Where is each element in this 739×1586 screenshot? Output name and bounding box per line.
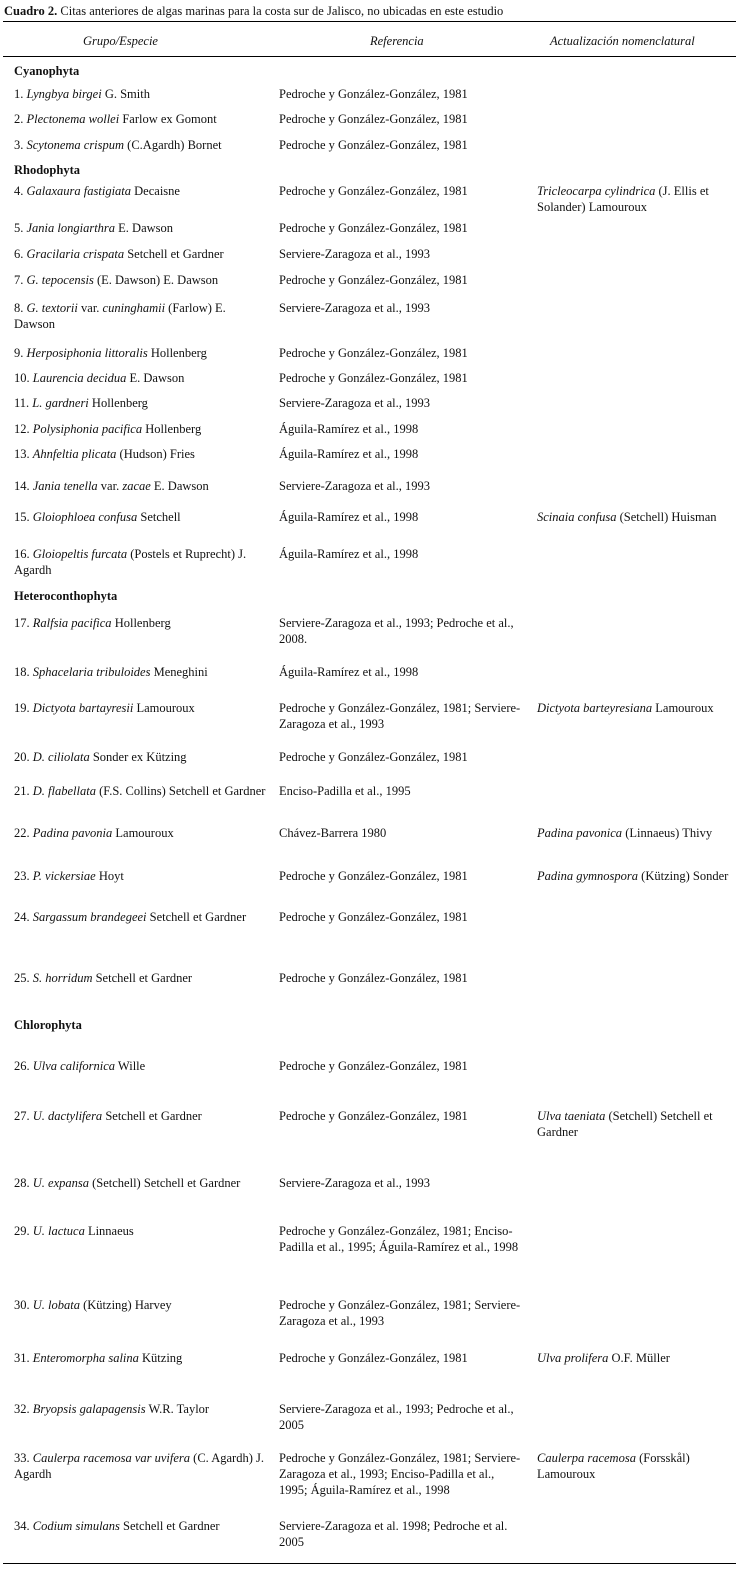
reference-cell: Águila-Ramírez et al., 1998 [279,547,419,561]
species-cell [14,345,269,361]
text-part: 23. [14,869,33,883]
italic-name: Bryopsis galapagensis [32,1402,146,1416]
text-part: Kützing [138,1351,183,1365]
text-part: Decaisne [131,184,180,198]
species-cell [14,1108,269,1124]
text-part: (C.Agardh) Bornet [124,138,222,152]
species-cell [14,700,269,716]
species-cell [14,370,269,386]
bottom-rule [3,1563,736,1564]
italic-name: Padina pavonia [32,826,113,840]
reference-cell: Pedroche y González-González, 1981 [279,184,468,198]
species-cell [14,615,269,631]
italic-name: Jania tenella [32,479,98,493]
text-part: O.F. Müller [608,1351,670,1365]
species-cell [14,970,269,986]
update-cell [537,868,732,884]
text-part: 10. [14,371,33,385]
italic-name: D. ciliolata [32,750,90,764]
text-part: 27. [14,1109,33,1123]
text-part: Hollenberg [111,616,171,630]
species-cell [14,478,269,494]
species-cell [14,868,269,884]
reference-cell: Pedroche y González-González, 1981; Enciso-Padilla et al., 1995; Águila-Ramírez et al., 1998 [279,1224,519,1254]
italic-name: Gloiophloea confusa [32,510,138,524]
italic-name: Sargassum brandegeei [32,910,147,924]
text-part: G. Smith [101,87,150,101]
reference-cell: Chávez-Barrera 1980 [279,826,387,840]
text-part: Lamouroux [112,826,174,840]
text-part: 19. [14,701,33,715]
text-part: (Farlow) E. Dawson [14,301,226,331]
group-name: Heteroconthophyta [14,589,118,603]
text-part: Lamouroux [652,701,714,715]
header-reference: Referencia [370,34,424,48]
header-update: Actualización nomenclatural [550,34,695,48]
reference-cell: Pedroche y González-González, 1981; Serviere-Zaragoza et al., 1993 [279,1298,521,1328]
text-part: (C. Agardh) J. Agardh [14,1451,264,1481]
reference-cell: Serviere-Zaragoza et al., 1993 [279,247,430,261]
italic-name: Padina gymnospora [537,869,639,883]
text-part: Hoyt [95,869,124,883]
italic-name: Ulva californica [32,1059,116,1073]
text-part: 5. [14,221,27,235]
text-part: Meneghini [150,665,208,679]
text-part: Setchell et Gardner [124,247,224,261]
text-part: (Kützing) Sonder [638,869,729,883]
reference-cell: Pedroche y González-González, 1981 [279,371,468,385]
reference-cell: Pedroche y González-González, 1981 [279,112,468,126]
text-part: Hollenberg [142,422,202,436]
species-cell [14,749,269,765]
italic-name: Polysiphonia pacifica [32,422,143,436]
text-part: 2. [14,112,27,126]
italic-name: Tricleocarpa cylindrica [537,184,656,198]
species-cell [14,137,269,153]
text-part: 24. [14,910,33,924]
text-part: (Setchell) Setchell et Gardner [537,1109,713,1139]
species-cell [14,1223,269,1239]
reference-cell: Águila-Ramírez et al., 1998 [279,422,419,436]
reference-cell: Pedroche y González-González, 1981 [279,346,468,360]
reference-cell: Pedroche y González-González, 1981 [279,273,468,287]
species-cell [14,421,269,437]
italic-name: Padina pavonica [537,826,623,840]
species-cell [14,1350,269,1366]
reference-cell: Pedroche y González-González, 1981 [279,750,468,764]
reference-cell: Pedroche y González-González, 1981 [279,87,468,101]
italic-name: Sphacelaria tribuloides [32,665,151,679]
text-part: var. [77,301,103,315]
text-part: 33. [14,1451,33,1465]
update-cell [537,1350,732,1366]
update-cell [537,183,732,215]
italic-name: Laurencia decidua [32,371,127,385]
text-part: (F.S. Collins) Setchell et Gardner [95,784,266,798]
italic-name: Ulva prolifera [537,1351,609,1365]
italic-name: Scinaia confusa [537,510,617,524]
reference-cell: Pedroche y González-González, 1981; Serviere-Zaragoza et al., 1993 [279,701,521,731]
species-cell [14,300,269,332]
italic-name: U. lobata [32,1298,80,1312]
reference-cell: Águila-Ramírez et al., 1998 [279,510,419,524]
reference-cell: Pedroche y González-González, 1981 [279,221,468,235]
italic-name: Lyngbya birgei [26,87,102,101]
italic-name: Ulva taeniata [537,1109,606,1123]
species-cell [14,246,269,262]
text-part: W.R. Taylor [145,1402,210,1416]
reference-cell: Serviere-Zaragoza et al. 1998; Pedroche et al. 2005 [279,1519,508,1549]
text-part: (Setchell) Huisman [616,510,717,524]
text-part: 20. [14,750,33,764]
text-part: var. [97,479,123,493]
text-part: E. Dawson [115,221,174,235]
text-part: 21. [14,784,33,798]
reference-cell: Enciso-Padilla et al., 1995 [279,784,411,798]
text-part: Setchell et Gardner [146,910,247,924]
species-cell [14,783,269,799]
text-part: Hollenberg [147,346,207,360]
text-part: (Kützing) Harvey [79,1298,172,1312]
italic-name: Ralfsia pacifica [32,616,112,630]
text-part: 31. [14,1351,33,1365]
text-part: 12. [14,422,33,436]
italic-name: Caulerpa racemosa [537,1451,636,1465]
update-cell [537,1108,732,1140]
text-part: 29. [14,1224,33,1238]
text-part: 26. [14,1059,33,1073]
species-cell [14,509,269,525]
text-part: 11. [14,396,33,410]
italic-name: cuninghamii [102,301,166,315]
italic-name: P. vickersiae [32,869,96,883]
italic-name: Caulerpa racemosa var uvifera [32,1451,191,1465]
reference-cell: Pedroche y González-González, 1981 [279,869,468,883]
text-part: Sonder ex Kützing [89,750,187,764]
species-cell [14,446,269,462]
italic-name: Ahnfeltia plicata [32,447,117,461]
italic-name: Herposiphonia littoralis [26,346,148,360]
caption-label: Cuadro 2. [4,4,58,18]
text-part: 1. [14,87,27,101]
italic-name: U. expansa [32,1176,89,1190]
reference-cell: Pedroche y González-González, 1981 [279,971,468,985]
reference-cell: Pedroche y González-González, 1981 [279,1351,468,1365]
italic-name: G. textorii [26,301,78,315]
header-rule [3,56,736,57]
species-cell [14,546,269,578]
reference-cell: Pedroche y González-González, 1981; Serviere-Zaragoza et al., 1993; Enciso-Padilla et al., 1995; Águila-Ramírez et al., 1998 [279,1451,521,1497]
italic-name: U. lactuca [32,1224,85,1238]
group-name: Chlorophyta [14,1018,82,1032]
text-part: 9. [14,346,27,360]
italic-name: Plectonema wollei [26,112,120,126]
text-part: Wille [115,1059,146,1073]
text-part: Hollenberg [88,396,148,410]
italic-name: Scytonema crispum [26,138,125,152]
species-cell [14,1401,269,1417]
text-part: 28. [14,1176,33,1190]
text-part: 16. [14,547,33,561]
italic-name: Jania longiarthra [26,221,116,235]
reference-cell: Serviere-Zaragoza et al., 1993 [279,301,430,315]
text-part: 17. [14,616,33,630]
text-part: Setchell et Gardner [92,971,193,985]
species-cell [14,1297,269,1313]
text-part: 4. [14,184,27,198]
text-part: (Forsskål) Lamouroux [537,1451,690,1481]
italic-name: Enteromorpha salina [32,1351,139,1365]
text-part: 25. [14,971,33,985]
reference-cell: Serviere-Zaragoza et al., 1993 [279,479,430,493]
species-cell [14,1175,269,1191]
species-cell [14,664,269,680]
italic-name: Dictyota bartayresii [32,701,134,715]
reference-cell: Serviere-Zaragoza et al., 1993 [279,1176,430,1190]
text-part: Setchell [137,510,181,524]
species-cell [14,220,269,236]
reference-cell: Serviere-Zaragoza et al., 1993 [279,396,430,410]
italic-name: D. flabellata [32,784,96,798]
text-part: 3. [14,138,27,152]
species-cell [14,1058,269,1074]
text-part: (J. Ellis et Solander) Lamouroux [537,184,709,214]
text-part: Lamouroux [133,701,195,715]
text-part: (Linnaeus) Thivy [622,826,713,840]
text-part: (Setchell) Setchell et Gardner [89,1176,241,1190]
text-part: Setchell et Gardner [102,1109,202,1123]
text-part: Farlow ex Gomont [119,112,217,126]
update-cell [537,509,732,525]
species-cell [14,272,269,288]
italic-name: Gracilaria crispata [26,247,125,261]
reference-cell: Serviere-Zaragoza et al., 1993; Pedroche et al., 2005 [279,1402,514,1432]
text-part: (E. Dawson) E. Dawson [93,273,219,287]
update-cell [537,825,732,841]
species-cell [14,395,269,411]
group-name: Cyanophyta [14,64,80,78]
species-cell [14,111,269,127]
header-species: Grupo/Especie [83,34,158,48]
reference-cell: Pedroche y González-González, 1981 [279,1059,468,1073]
text-part: Linnaeus [84,1224,134,1238]
text-part: E. Dawson [150,479,209,493]
species-cell [14,183,269,199]
text-part: 7. [14,273,27,287]
italic-name: Codium simulans [32,1519,120,1533]
text-part: 18. [14,665,33,679]
text-part: 15. [14,510,33,524]
reference-cell: Águila-Ramírez et al., 1998 [279,665,419,679]
caption-text: Citas anteriores de algas marinas para la costa sur de Jalisco, no ubicadas en este estudio [57,4,504,18]
text-part: 22. [14,826,33,840]
reference-cell: Águila-Ramírez et al., 1998 [279,447,419,461]
reference-cell: Serviere-Zaragoza et al., 1993; Pedroche et al., 2008. [279,616,514,646]
text-part: Setchell et Gardner [119,1519,220,1533]
update-cell [537,700,732,716]
group-name: Rhodophyta [14,163,80,177]
text-part: 34. [14,1519,33,1533]
text-part: (Postels et Ruprecht) J. Agardh [14,547,247,577]
italic-name: S. horridum [32,971,93,985]
reference-cell: Pedroche y González-González, 1981 [279,910,468,924]
text-part: (Hudson) Fries [116,447,195,461]
text-part: 6. [14,247,27,261]
italic-name: Dictyota barteyresiana [537,701,653,715]
text-part: 32. [14,1402,33,1416]
species-cell [14,86,269,102]
text-part: 13. [14,447,33,461]
reference-cell: Pedroche y González-González, 1981 [279,1109,468,1123]
italic-name: G. tepocensis [26,273,94,287]
species-cell [14,1450,269,1482]
species-cell [14,1518,269,1534]
italic-name: zacae [122,479,151,493]
text-part: 8. [14,301,27,315]
reference-cell: Pedroche y González-González, 1981 [279,138,468,152]
text-part: 14. [14,479,33,493]
update-cell [537,1450,732,1482]
top-rule [3,21,736,22]
species-cell [14,825,269,841]
italic-name: U. dactylifera [32,1109,103,1123]
italic-name: Gloiopeltis furcata [32,547,128,561]
species-cell [14,909,269,925]
italic-name: L. gardneri [32,396,89,410]
text-part: E. Dawson [126,371,185,385]
text-part: 30. [14,1298,33,1312]
table-caption [4,3,503,19]
italic-name: Galaxaura fastigiata [26,184,132,198]
